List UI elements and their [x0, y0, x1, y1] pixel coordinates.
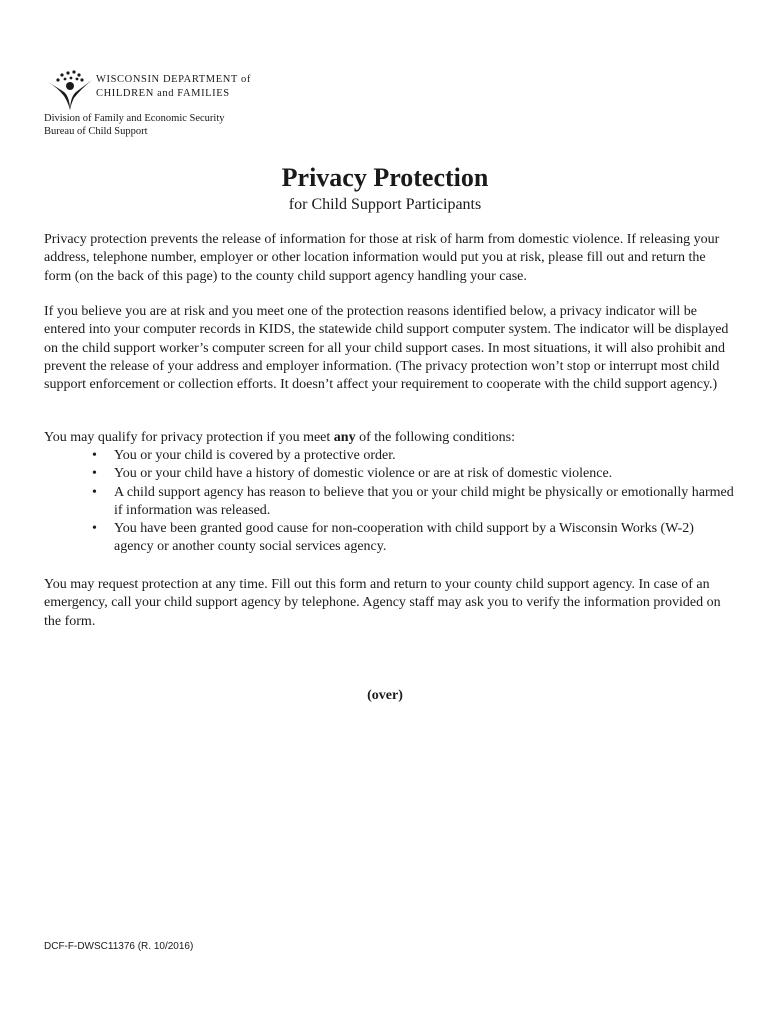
qualify-text-before: You may qualify for privacy protection if you meet: [44, 430, 334, 445]
list-item: • You or your child is covered by a protective order.: [114, 447, 734, 465]
qualify-text-emphasis: any: [333, 430, 356, 445]
page-subtitle: for Child Support Participants: [288, 196, 482, 213]
list-item: • You or your child have a history of domestic violence or are at risk of domestic violence.: [114, 465, 734, 483]
privacy-indicator-paragraph: If you believe you are at risk and you meet one of the protection reasons identified below, a privacy indicator will be entered into your computer records in KIDS, the statewide child support computer system. The indicator will be displayed on the child support worker’s computer screen for all your child support cases. In most situations, it will also prohibit and prevent the release of your address and employer information. (The privacy protection won’t stop or interrupt most child support enforcement or collection efforts. It doesn’t affect your requirement to cooperate with the child support agency.): [44, 304, 729, 393]
qualify-text-after: of the following conditions:: [355, 430, 516, 445]
dcf-logo: [44, 66, 251, 112]
logo-text-line1: WISCONSIN DEPARTMENT of: [96, 74, 251, 85]
qualify-paragraph: [44, 429, 734, 447]
division-block: [44, 112, 225, 138]
over-note: (over): [367, 688, 403, 703]
form-number: DCF-F-DWSC11376 (R. 10/2016): [44, 941, 194, 952]
intro-paragraph: Privacy protection prevents the release of information for those at risk of harm from domestic violence. If releasing your address, telephone number, employer or other location information would put you at risk, please fill out and return the form (on the back of this page) to the county child support agency handling your case.: [44, 232, 720, 284]
list-item: • A child support agency has reason to believe that you or your child might be physically or emotionally harmed if information was released.: [114, 484, 734, 521]
request-paragraph: You may request protection at any time. Fill out this form and return to your county child support agency. In case of an emergency, call your child support agency by telephone. Agency staff may ask you to verify the information provided on the form.: [44, 577, 721, 629]
page-title: Privacy Protection: [281, 163, 489, 192]
logo-text-line2: CHILDREN and FAMILIES: [96, 88, 230, 99]
agency-emblem-icon: [44, 66, 94, 112]
conditions-list: [44, 447, 734, 557]
bureau-name: Bureau of Child Support: [44, 126, 148, 137]
list-item: • You have been granted good cause for non-cooperation with child support by a Wisconsin Works (W-2) agency or another county social services agency.: [114, 520, 734, 557]
division-name: Division of Family and Economic Security: [44, 113, 225, 124]
